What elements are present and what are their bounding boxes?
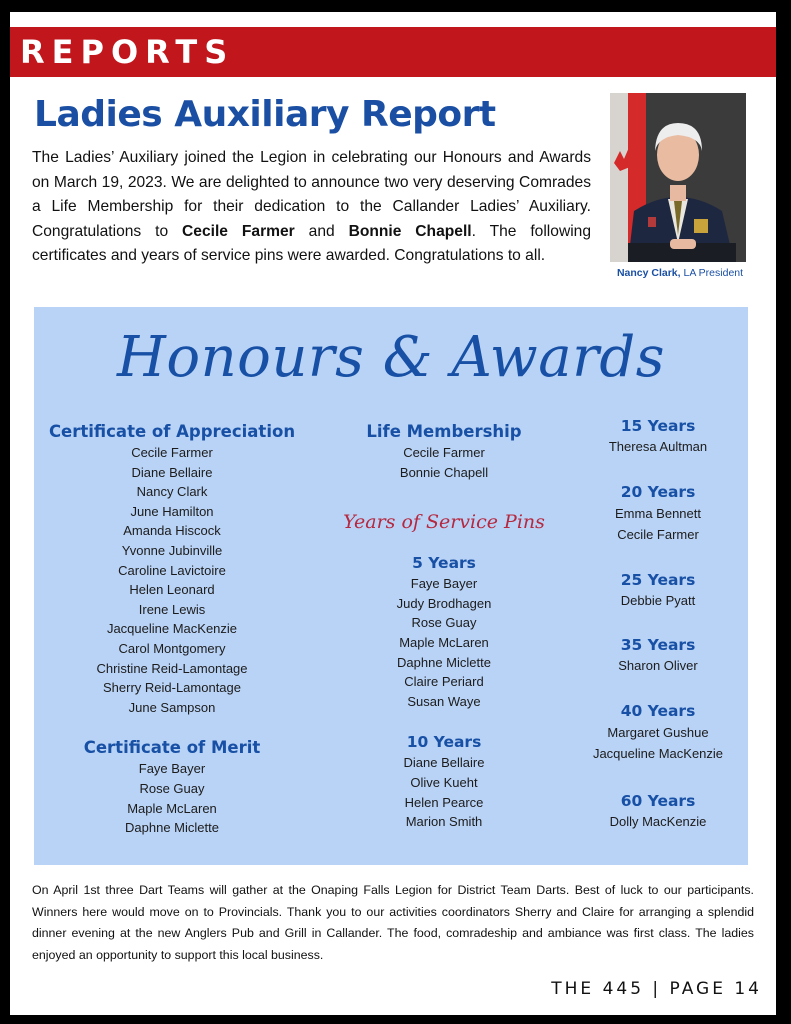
award-name: Debbie Pyatt	[620, 592, 696, 608]
award-name: Faye Bayer	[138, 761, 206, 777]
group-heading: 20 Years	[620, 482, 696, 501]
awards-column-3	[574, 415, 742, 831]
awards-column-1	[44, 421, 300, 838]
award-name: Christine Reid-Lamontage	[96, 660, 248, 676]
award-name: Rose Guay	[411, 615, 477, 631]
award-name: Maple McLaren	[127, 800, 217, 816]
award-name: Yvonne Jubinville	[121, 542, 223, 558]
award-name: Irene Lewis	[138, 601, 206, 617]
closing-paragraph: On April 1st three Dart Teams will gather at the Onaping Falls Legion for District Team Darts. Best of luck to our participants. Winners here would move on to Provincials. Thank you to our activities coordinators Sherry and Claire for arranging a splendid dinner evening at the new Anglers Pub and Grill in Callander. The food, comradeship and ambiance was first class. The ladies enjoyed an opportunity to support this local business.	[32, 883, 754, 962]
award-name: Marion Smith	[405, 814, 483, 830]
award-name: Diane Bellaire	[131, 464, 213, 480]
honoree-name-2: Bonnie Chapell	[348, 222, 472, 240]
award-name: Olive Kueht	[410, 774, 478, 790]
award-name: Dolly MacKenzie	[609, 813, 707, 829]
article-title: Ladies Auxiliary Report	[34, 94, 496, 135]
group-heading: 25 Years	[620, 570, 696, 589]
banner-title: REPORTS	[20, 33, 235, 71]
award-name: Judy Brodhagen	[396, 595, 492, 611]
honoree-name-1: Cecile Farmer	[182, 222, 295, 240]
award-name: Caroline Lavictoire	[118, 562, 226, 578]
group-heading: Certificate of Appreciation	[48, 422, 296, 441]
intro-text-3: . The following certificates and years of service pins were awarded. Congratulations to all.	[32, 222, 592, 265]
awards-column-2	[334, 421, 554, 832]
intro-paragraph	[32, 146, 591, 269]
group-heading: 5 Years	[412, 554, 476, 573]
award-name: Margaret Gushue	[607, 724, 709, 740]
award-name: Diane Bellaire	[403, 755, 485, 771]
award-name: Sherry Reid-Lamontage	[102, 680, 242, 696]
section-banner	[10, 27, 776, 77]
group-heading: Life Membership	[366, 422, 522, 441]
award-name: Faye Bayer	[410, 576, 478, 592]
photo-caption	[590, 267, 770, 279]
president-photo	[610, 93, 746, 262]
award-name: Nancy Clark	[136, 484, 208, 500]
award-name: Maple McLaren	[399, 634, 489, 650]
service-pins-heading: Years of Service Pins	[343, 511, 545, 534]
awards-heading: Honours & Awards	[117, 325, 665, 390]
group-heading: 60 Years	[620, 791, 696, 810]
group-heading: 40 Years	[620, 701, 696, 720]
award-name: Cecile Farmer	[617, 526, 699, 542]
award-name: Jacqueline MacKenzie	[106, 621, 238, 637]
award-name: Helen Pearce	[404, 794, 484, 810]
caption-role: LA President	[680, 267, 744, 279]
group-heading: Certificate of Merit	[83, 738, 261, 758]
award-name: Claire Periard	[404, 674, 484, 690]
honours-awards-panel	[34, 307, 748, 865]
award-name: Cecile Farmer	[131, 445, 213, 460]
newsletter-page	[10, 12, 776, 1015]
award-name: Daphne Miclette	[125, 820, 219, 836]
portrait-illustration	[610, 93, 746, 262]
caption-name: Nancy Clark,	[616, 267, 681, 279]
group-heading: 35 Years	[620, 636, 696, 655]
award-name: Helen Leonard	[129, 582, 215, 598]
award-name: June Sampson	[128, 699, 216, 715]
award-name: Rose Guay	[139, 780, 205, 796]
award-name: Theresa Aultman	[608, 439, 708, 454]
award-name: Sharon Oliver	[618, 658, 698, 674]
intro-text-2: and	[294, 222, 349, 240]
intro-text-1: The Ladies’ Auxiliary joined the Legion in celebrating our Honours and Awards on March 19, 2023. We are delighted to announce two very deserving Comrades a Life Membership for their dedication to the Callander Ladies’ Auxiliary. Congratulations to	[32, 149, 591, 240]
award-name: Bonnie Chapell	[399, 464, 489, 480]
award-name: Amanda Hiscock	[123, 523, 221, 539]
award-name: Cecile Farmer	[403, 445, 485, 460]
award-name: Daphne Miclette	[397, 654, 491, 670]
award-name: Susan Waye	[407, 693, 481, 709]
award-name: Emma Bennett	[615, 505, 701, 521]
group-heading: 10 Years	[406, 733, 482, 752]
group-heading: 15 Years	[620, 417, 696, 435]
award-name: Carol Montgomery	[118, 640, 226, 656]
page-footer: THE 445 | PAGE 14	[551, 979, 762, 999]
award-name: June Hamilton	[130, 503, 214, 519]
award-name: Jacqueline MacKenzie	[592, 745, 724, 761]
